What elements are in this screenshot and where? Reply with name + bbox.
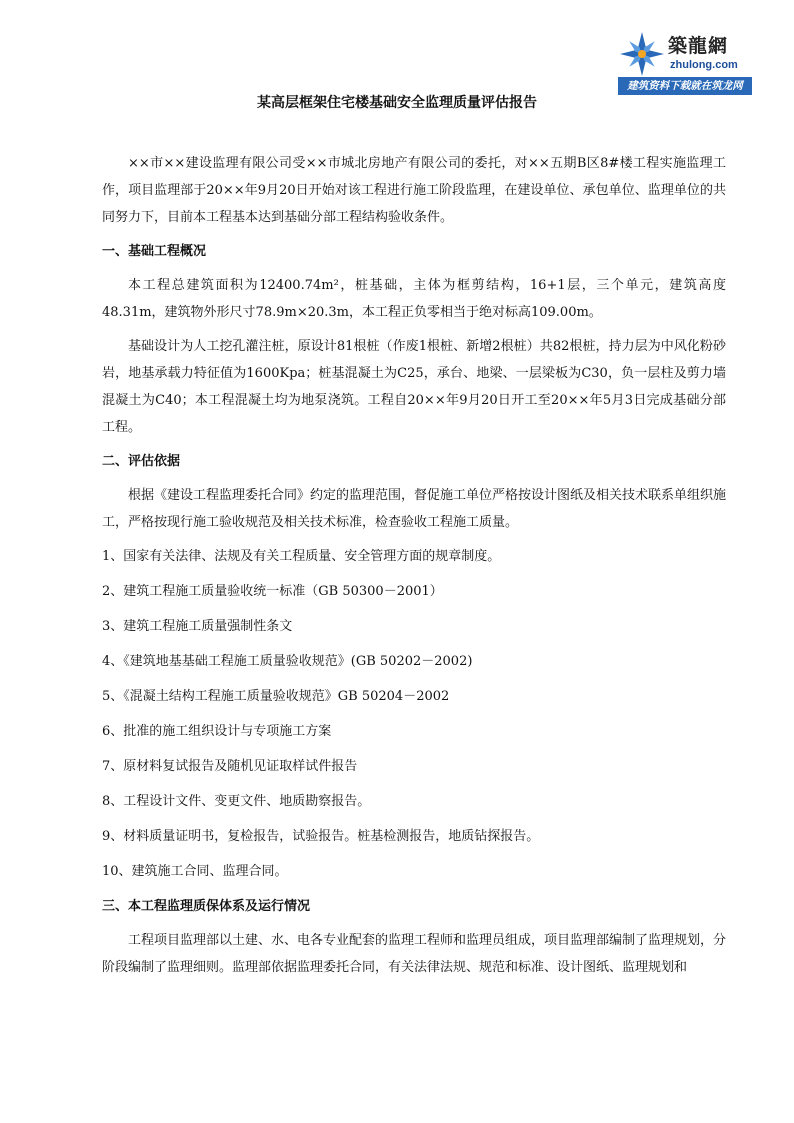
list-item: 4、《建筑地基基础工程施工质量验收规范》(GB 50202－2002) [102, 654, 473, 669]
section-heading-overview: 一、基础工程概况 [102, 244, 207, 259]
basis-paragraph: 根据《建设工程监理委托合同》约定的监理范围，督促施工单位严格按设计图纸及相关技术联系单组织施工，严格按现行施工验收规范及相关技术标准，检查验收工程施工质量。 [102, 488, 727, 530]
logo-banner: 建筑资料下载就在筑龙网 [618, 77, 752, 95]
list-item: 6、批准的施工组织设计与专项施工方案 [102, 724, 332, 739]
logo-brand-en: zhulong.com [670, 59, 738, 71]
list-item: 7、原材料复试报告及随机见证取样试件报告 [102, 759, 358, 774]
snowflake-logo-icon [618, 30, 666, 78]
document-body [102, 150, 726, 988]
site-logo [618, 30, 752, 96]
list-item: 2、建筑工程施工质量验收统一标准（GB 50300－2001） [102, 584, 443, 599]
overview-paragraph-1: 本工程总建筑面积为12400.74m²，桩基础，主体为框剪结构，16+1层，三个单元，建筑高度48.31m，建筑物外形尺寸78.9m×20.3m，本工程正负零相当于绝对标高109.00m。 [102, 278, 726, 320]
list-item: 9、材料质量证明书，复检报告，试验报告。桩基检测报告，地质钻探报告。 [102, 829, 540, 844]
section-heading-quality-system: 三、本工程监理质保体系及运行情况 [102, 899, 311, 914]
intro-paragraph: ××市××建设监理有限公司受××市城北房地产有限公司的委托，对××五期B区8#楼工程实施监理工作，项目监理部于20××年9月20日开始对该工程进行施工阶段监理，在建设单位、承包单位、监理单位的共同努力下，目前本工程基本达到基础分部工程结构验收条件。 [102, 156, 726, 225]
document-title: 某高层框架住宅楼基础安全监理质量评估报告 [257, 95, 537, 111]
list-item: 1、国家有关法律、法规及有关工程质量、安全管理方面的规章制度。 [102, 549, 501, 564]
list-item: 10、建筑施工合同、监理合同。 [102, 864, 288, 879]
list-item: 3、建筑工程施工质量强制性条文 [102, 619, 293, 634]
overview-paragraph-2: 基础设计为人工挖孔灌注桩，原设计81根桩（作废1根桩、新增2根桩）共82根桩，持力层为中风化粉砂岩，地基承载力特征值为1600Kpa；桩基混凝土为C25，承台、地梁、一层梁板为C30，负一层柱及剪力墙混凝土为C40；本工程混凝土均为地泵浇筑。工程自20××年9月20日开工至20××年5月3日完成基础分部工程。 [102, 339, 726, 435]
quality-system-paragraph: 工程项目监理部以土建、水、电各专业配套的监理工程师和监理员组成，项目监理部编制了监理规划，分阶段编制了监理细则。监理部依据监理委托合同，有关法律法规、规范和标准、设计图纸、监理规划和 [102, 933, 727, 975]
list-item: 5、《混凝土结构工程施工质量验收规范》GB 50204－2002 [102, 689, 450, 704]
list-item: 8、工程设计文件、变更文件、地质勘察报告。 [102, 794, 371, 809]
logo-brand-cn: 築龍網 [668, 35, 729, 57]
section-heading-basis: 二、评估依据 [102, 454, 181, 469]
